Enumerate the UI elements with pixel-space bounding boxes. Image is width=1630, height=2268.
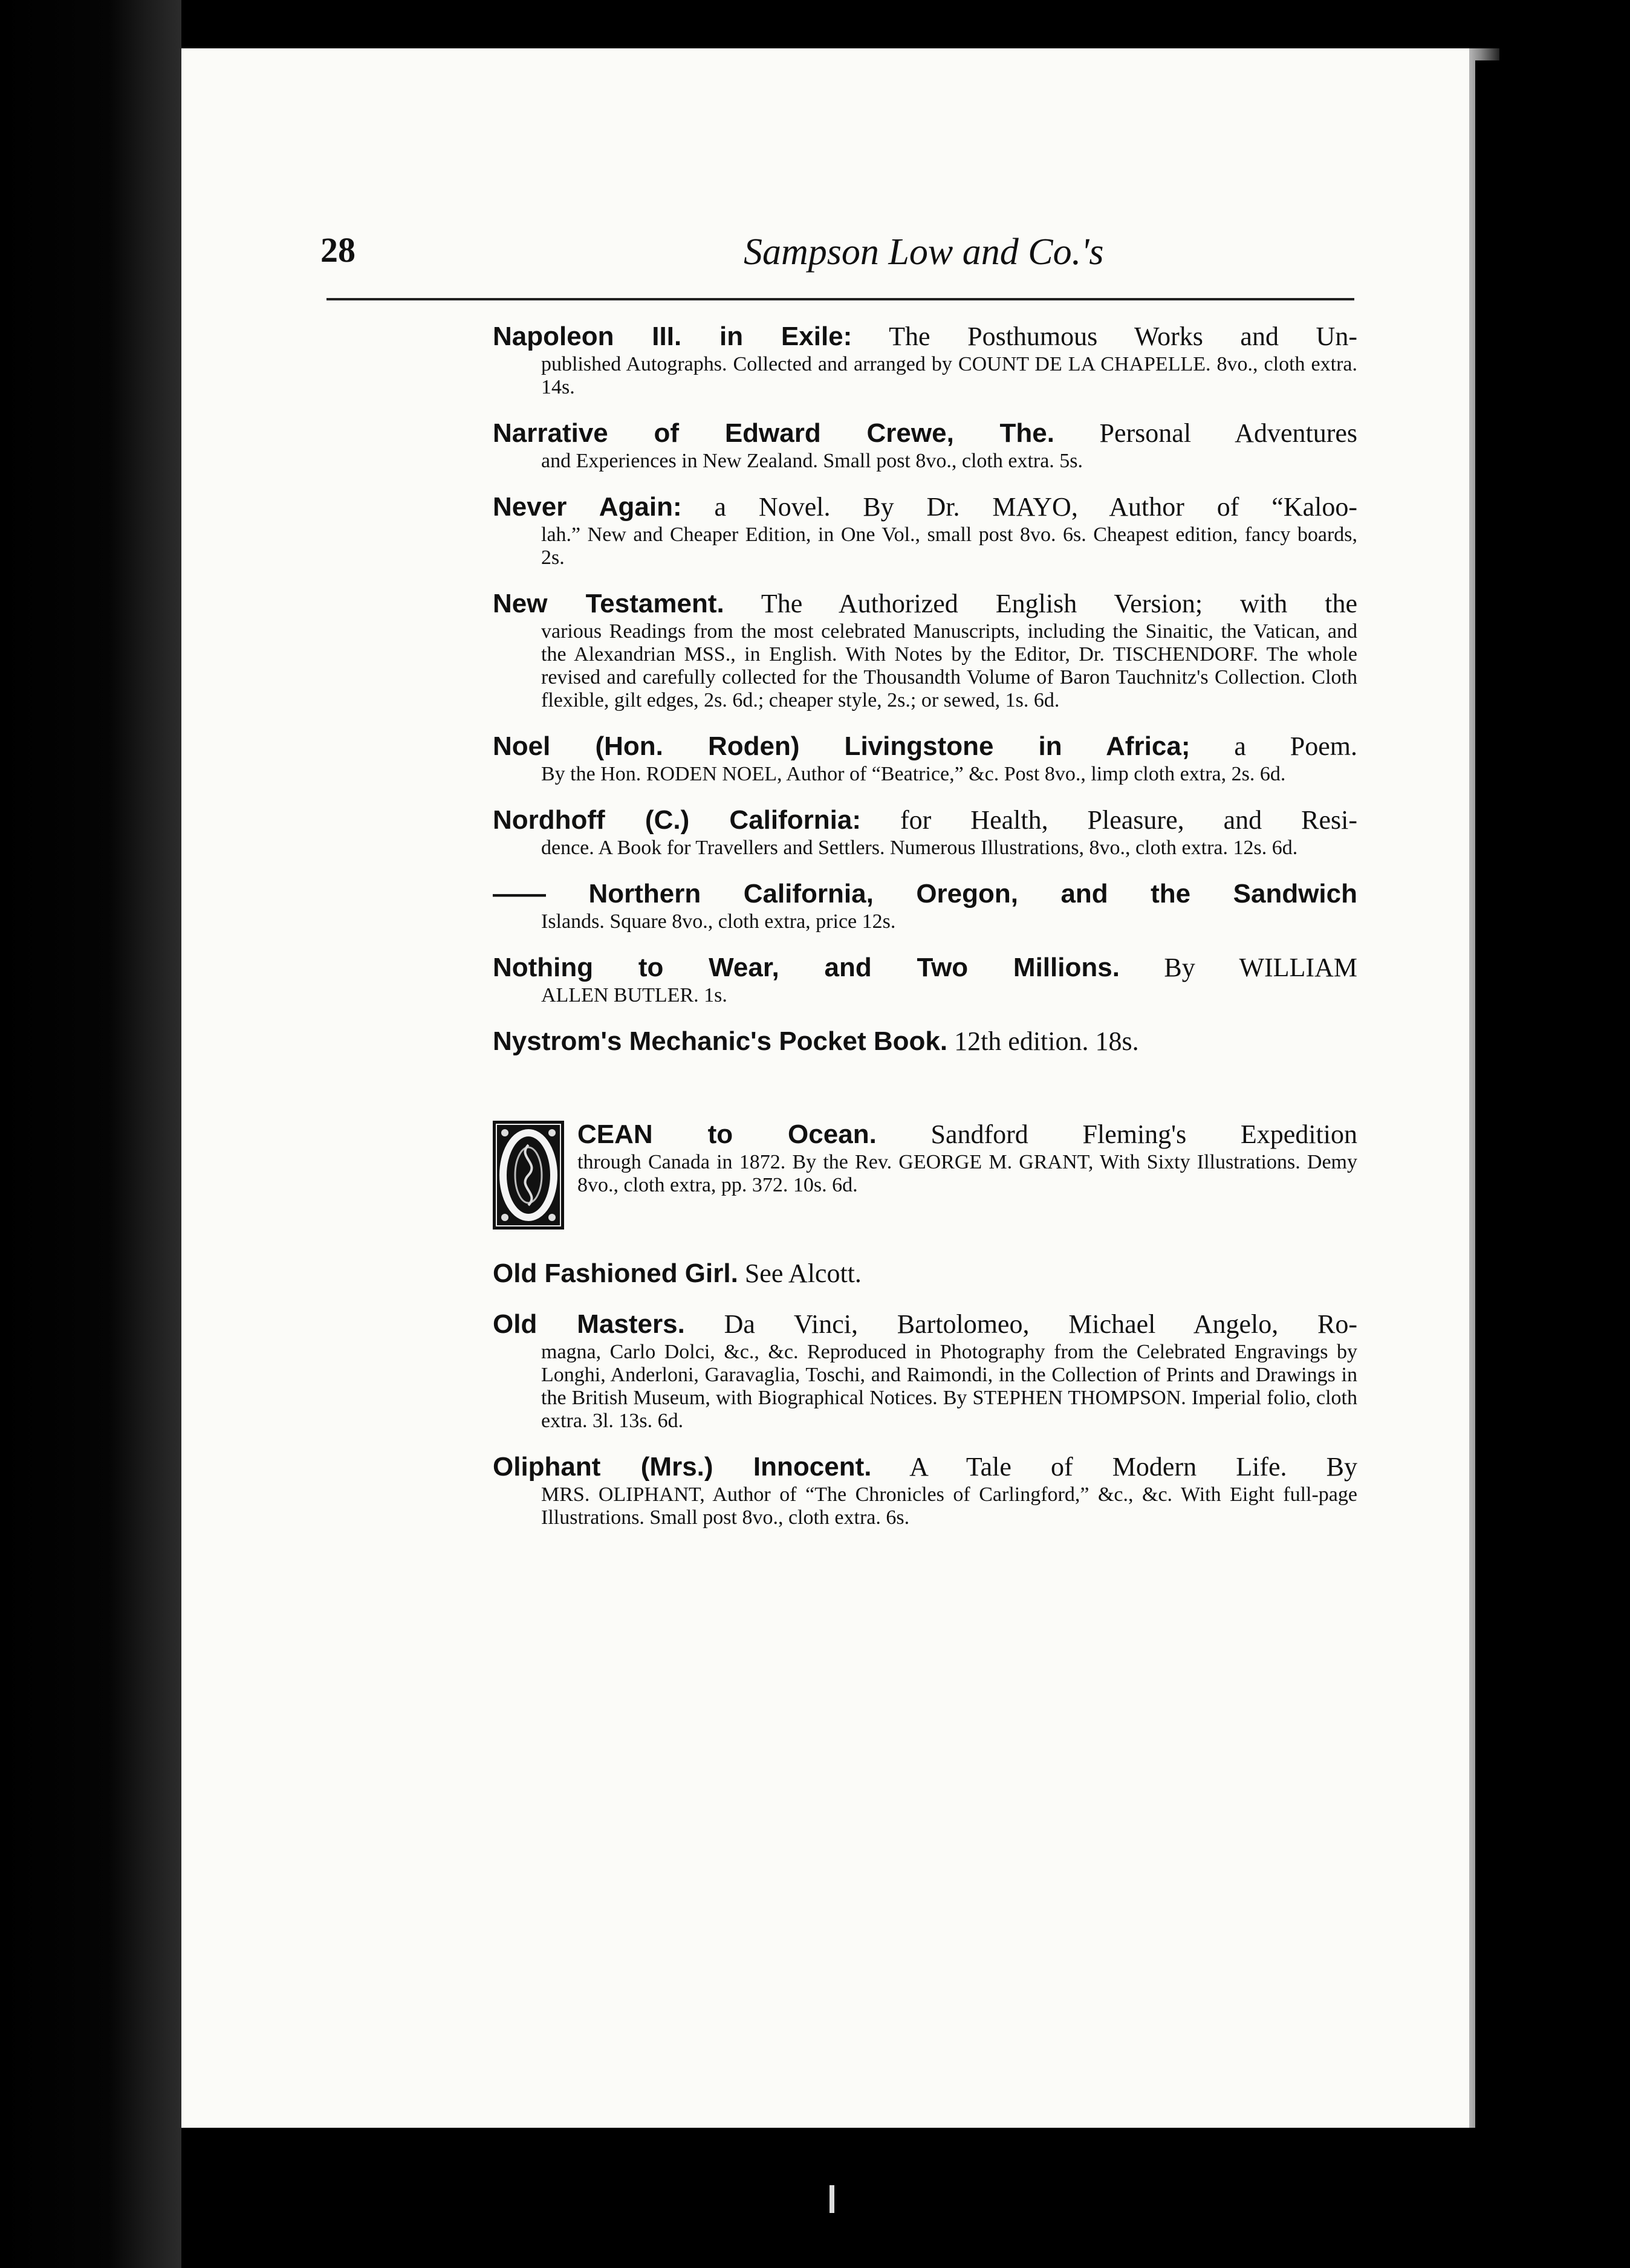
entry-body: lah.” New and Cheaper Edition, in One Vol., small post 8vo. 6s. Cheapest edition, fancy boards, 2s. [541, 523, 1357, 569]
entry-heading-rest: Da Vinci, Bartolomeo, Michael Angelo, Ro- [684, 1309, 1357, 1339]
catalogue-entry [493, 804, 1357, 860]
entry-heading-line [493, 417, 1357, 450]
entry-heading-rest: 12th edition. 18s. [947, 1026, 1139, 1056]
entry-heading: Oliphant (Mrs.) Innocent. [493, 1452, 872, 1482]
entry-body: various Readings from the most celebrated Manuscripts, including the Sinaitic, the Vatican, and the Alexandrian MSS., in English. With Notes by the Editor, Dr. TISCHENDORF. The whole revised and carefully collected for the Thousandth Volume of Baron Tauchnitz's Collection. Cloth flexible, gilt edges, 2s. 6d.; cheaper style, 2s.; or sewed, 1s. 6d. [541, 620, 1357, 711]
entry-heading-line [493, 878, 1357, 910]
entry-heading: Old Masters. [493, 1309, 685, 1339]
catalogue-entry [493, 878, 1357, 933]
entry-heading-line [493, 588, 1357, 620]
entry-heading: Old Fashioned Girl. [493, 1259, 738, 1288]
catalogue-entries [493, 320, 1357, 1547]
entry-heading: —— Northern California, Oregon, and the Sandwich [493, 879, 1357, 909]
entry-heading-rest: for Health, Pleasure, and Resi- [861, 805, 1357, 835]
entry-heading-line [493, 1257, 1357, 1290]
catalogue-entry [493, 730, 1357, 786]
entry-heading-line [493, 1451, 1357, 1483]
page-number: 28 [320, 230, 356, 270]
header-rule [326, 298, 1354, 300]
entry-heading-rest: a Poem. [1190, 731, 1357, 761]
entry-heading-line [493, 730, 1357, 763]
book-edge [1475, 60, 1630, 2164]
entry-body: MRS. OLIPHANT, Author of “The Chronicles of Carlingford,” &c., &c. With Eight full-page Illustrations. Small post 8vo., cloth extra. 6s. [541, 1483, 1357, 1529]
catalogue-entry [493, 417, 1357, 473]
entry-heading-rest: Personal Adventures [1054, 418, 1357, 448]
entry-heading-line [493, 804, 1357, 837]
running-head [320, 230, 1354, 290]
entry-heading-line [493, 1308, 1357, 1341]
entry-heading-line [493, 320, 1357, 353]
catalogue-entry [493, 588, 1357, 712]
entry-heading-rest: By WILLIAM [1119, 953, 1357, 982]
catalogue-entry [493, 491, 1357, 569]
catalogue-entry [493, 1025, 1357, 1058]
entry-heading-rest: Sandford Fleming's Expedition [876, 1119, 1358, 1149]
scan-mark [830, 2185, 834, 2213]
book-gutter [0, 0, 181, 2268]
section-gap [493, 1076, 1357, 1118]
entry-heading: Never Again: [493, 492, 682, 522]
entry-heading: Napoleon III. in Exile: [493, 322, 852, 351]
catalogue-entry [493, 951, 1357, 1007]
ornamental-initial-O-icon [493, 1121, 564, 1230]
entry-heading: New Testament. [493, 589, 724, 618]
catalogue-entry [493, 1451, 1357, 1529]
entry-body: magna, Carlo Dolci, &c., &c. Reproduced in Photography from the Celebrated Engravings by Longhi, Anderloni, Garavaglia, Toschi, and Raimondi, in the Collection of Prints and Drawings in the British Museum, with Biographical Notices. By STEPHEN THOMPSON. Imperial folio, cloth extra. 3l. 13s. 6d. [541, 1341, 1357, 1432]
entry-heading: Narrative of Edward Crewe, The. [493, 418, 1054, 448]
entry-heading: Nordhoff (C.) California: [493, 805, 862, 835]
entry-heading-rest: The Posthumous Works and Un- [852, 322, 1357, 351]
catalogue-entry [493, 1257, 1357, 1290]
entry-body: through Canada in 1872. By the Rev. GEORGE M. GRANT, With Sixty Illustrations. Demy 8vo., cloth extra, pp. 372. 10s. 6d. [577, 1151, 1357, 1196]
catalogue-entry-ocean [493, 1118, 1357, 1239]
entry-body: published Autographs. Collected and arranged by COUNT DE LA CHAPELLE. 8vo., cloth extra. 14s. [541, 353, 1357, 398]
entry-heading-rest: a Novel. By Dr. MAYO, Author of “Kaloo- [681, 492, 1358, 522]
entry-heading: Noel (Hon. Roden) Livingstone in Africa; [493, 731, 1190, 761]
entry-heading: Nothing to Wear, and Two Millions. [493, 953, 1120, 982]
entry-heading-line [493, 1025, 1357, 1058]
catalogue-entry [493, 1308, 1357, 1433]
entry-body: dence. A Book for Travellers and Settlers. Numerous Illustrations, 8vo., cloth extra. 12s. 6d. [541, 837, 1298, 859]
entry-heading-line [493, 951, 1357, 984]
entry-heading-line [493, 491, 1357, 523]
running-head-title: Sampson Low and Co.'s [744, 232, 1104, 273]
entry-body: By the Hon. RODEN NOEL, Author of “Beatrice,” &c. Post 8vo., limp cloth extra, 2s. 6d. [541, 763, 1286, 785]
entry-body: ALLEN BUTLER. 1s. [541, 984, 727, 1006]
entry-heading-rest: See Alcott. [738, 1259, 862, 1288]
entry-heading-rest: The Authorized English Version; with the [724, 589, 1358, 618]
entry-heading-rest: A Tale of Modern Life. By [871, 1452, 1357, 1482]
entry-heading: Nystrom's Mechanic's Pocket Book. [493, 1026, 948, 1056]
catalogue-entry [493, 320, 1357, 399]
entry-body: and Experiences in New Zealand. Small post 8vo., cloth extra. 5s. [541, 450, 1083, 472]
entry-heading-line [577, 1118, 1357, 1151]
entry-heading: CEAN to Ocean. [577, 1119, 877, 1149]
entry-body: Islands. Square 8vo., cloth extra, price 12s. [541, 910, 896, 933]
